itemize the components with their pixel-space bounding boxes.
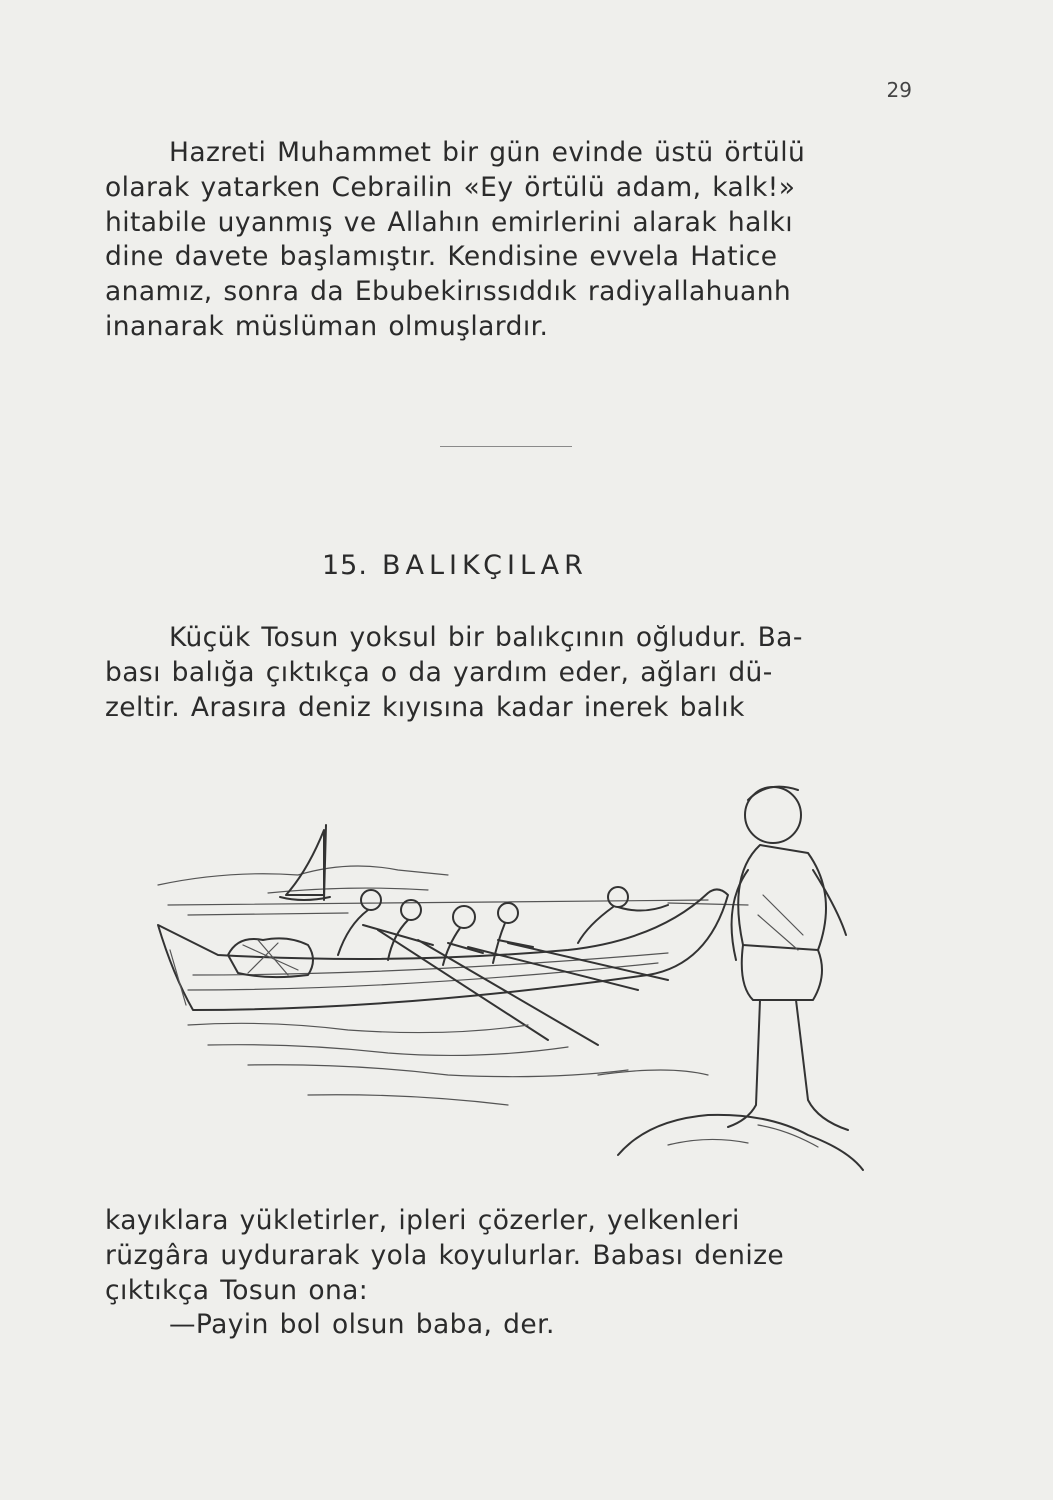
- chapter-heading: [322, 550, 742, 581]
- chapter-number: 15.: [322, 550, 368, 581]
- text-line: anamız, sonra da Ebubekirıssıddık radiyallahuanh: [105, 276, 792, 308]
- page-number: 29: [886, 78, 912, 102]
- text-line: çıktıkça Tosun ona:: [105, 1274, 369, 1306]
- paragraph-3: [105, 1204, 920, 1343]
- fishermen-illustration: [148, 775, 878, 1175]
- fishermen-boat-drawing: [148, 775, 878, 1175]
- text-line: dine davete başlamıştır. Kendisine evvela Hatice: [105, 241, 778, 273]
- text-line: bası balığa çıktıkça o da yardım eder, ağları dü-: [105, 656, 773, 688]
- text-line: hitabile uyanmış ve Allahın emirlerini alarak halkı: [105, 206, 793, 238]
- paragraph-2: [105, 621, 920, 725]
- section-divider: [440, 446, 572, 447]
- chapter-title: BALIKÇILAR: [381, 550, 588, 581]
- text-line: inanarak müslüman olmuşlardır.: [105, 310, 549, 342]
- text-line: Küçük Tosun yoksul bir balıkçının oğludur. Ba-: [169, 622, 803, 653]
- paragraph-1: [105, 136, 920, 345]
- text-line: olarak yatarken Cebrailin «Ey örtülü adam, kalk!»: [105, 171, 796, 203]
- text-line: zeltir. Arasıra deniz kıyısına kadar inerek balık: [105, 691, 745, 723]
- text-line: —Payin bol olsun baba, der.: [169, 1309, 555, 1341]
- text-line: kayıklara yükletirler, ipleri çözerler, yelkenleri: [105, 1205, 740, 1236]
- text-line: Hazreti Muhammet bir gün evinde üstü örtülü: [169, 137, 806, 168]
- text-line: rüzgâra uydurarak yola koyulurlar. Babası denize: [105, 1239, 785, 1271]
